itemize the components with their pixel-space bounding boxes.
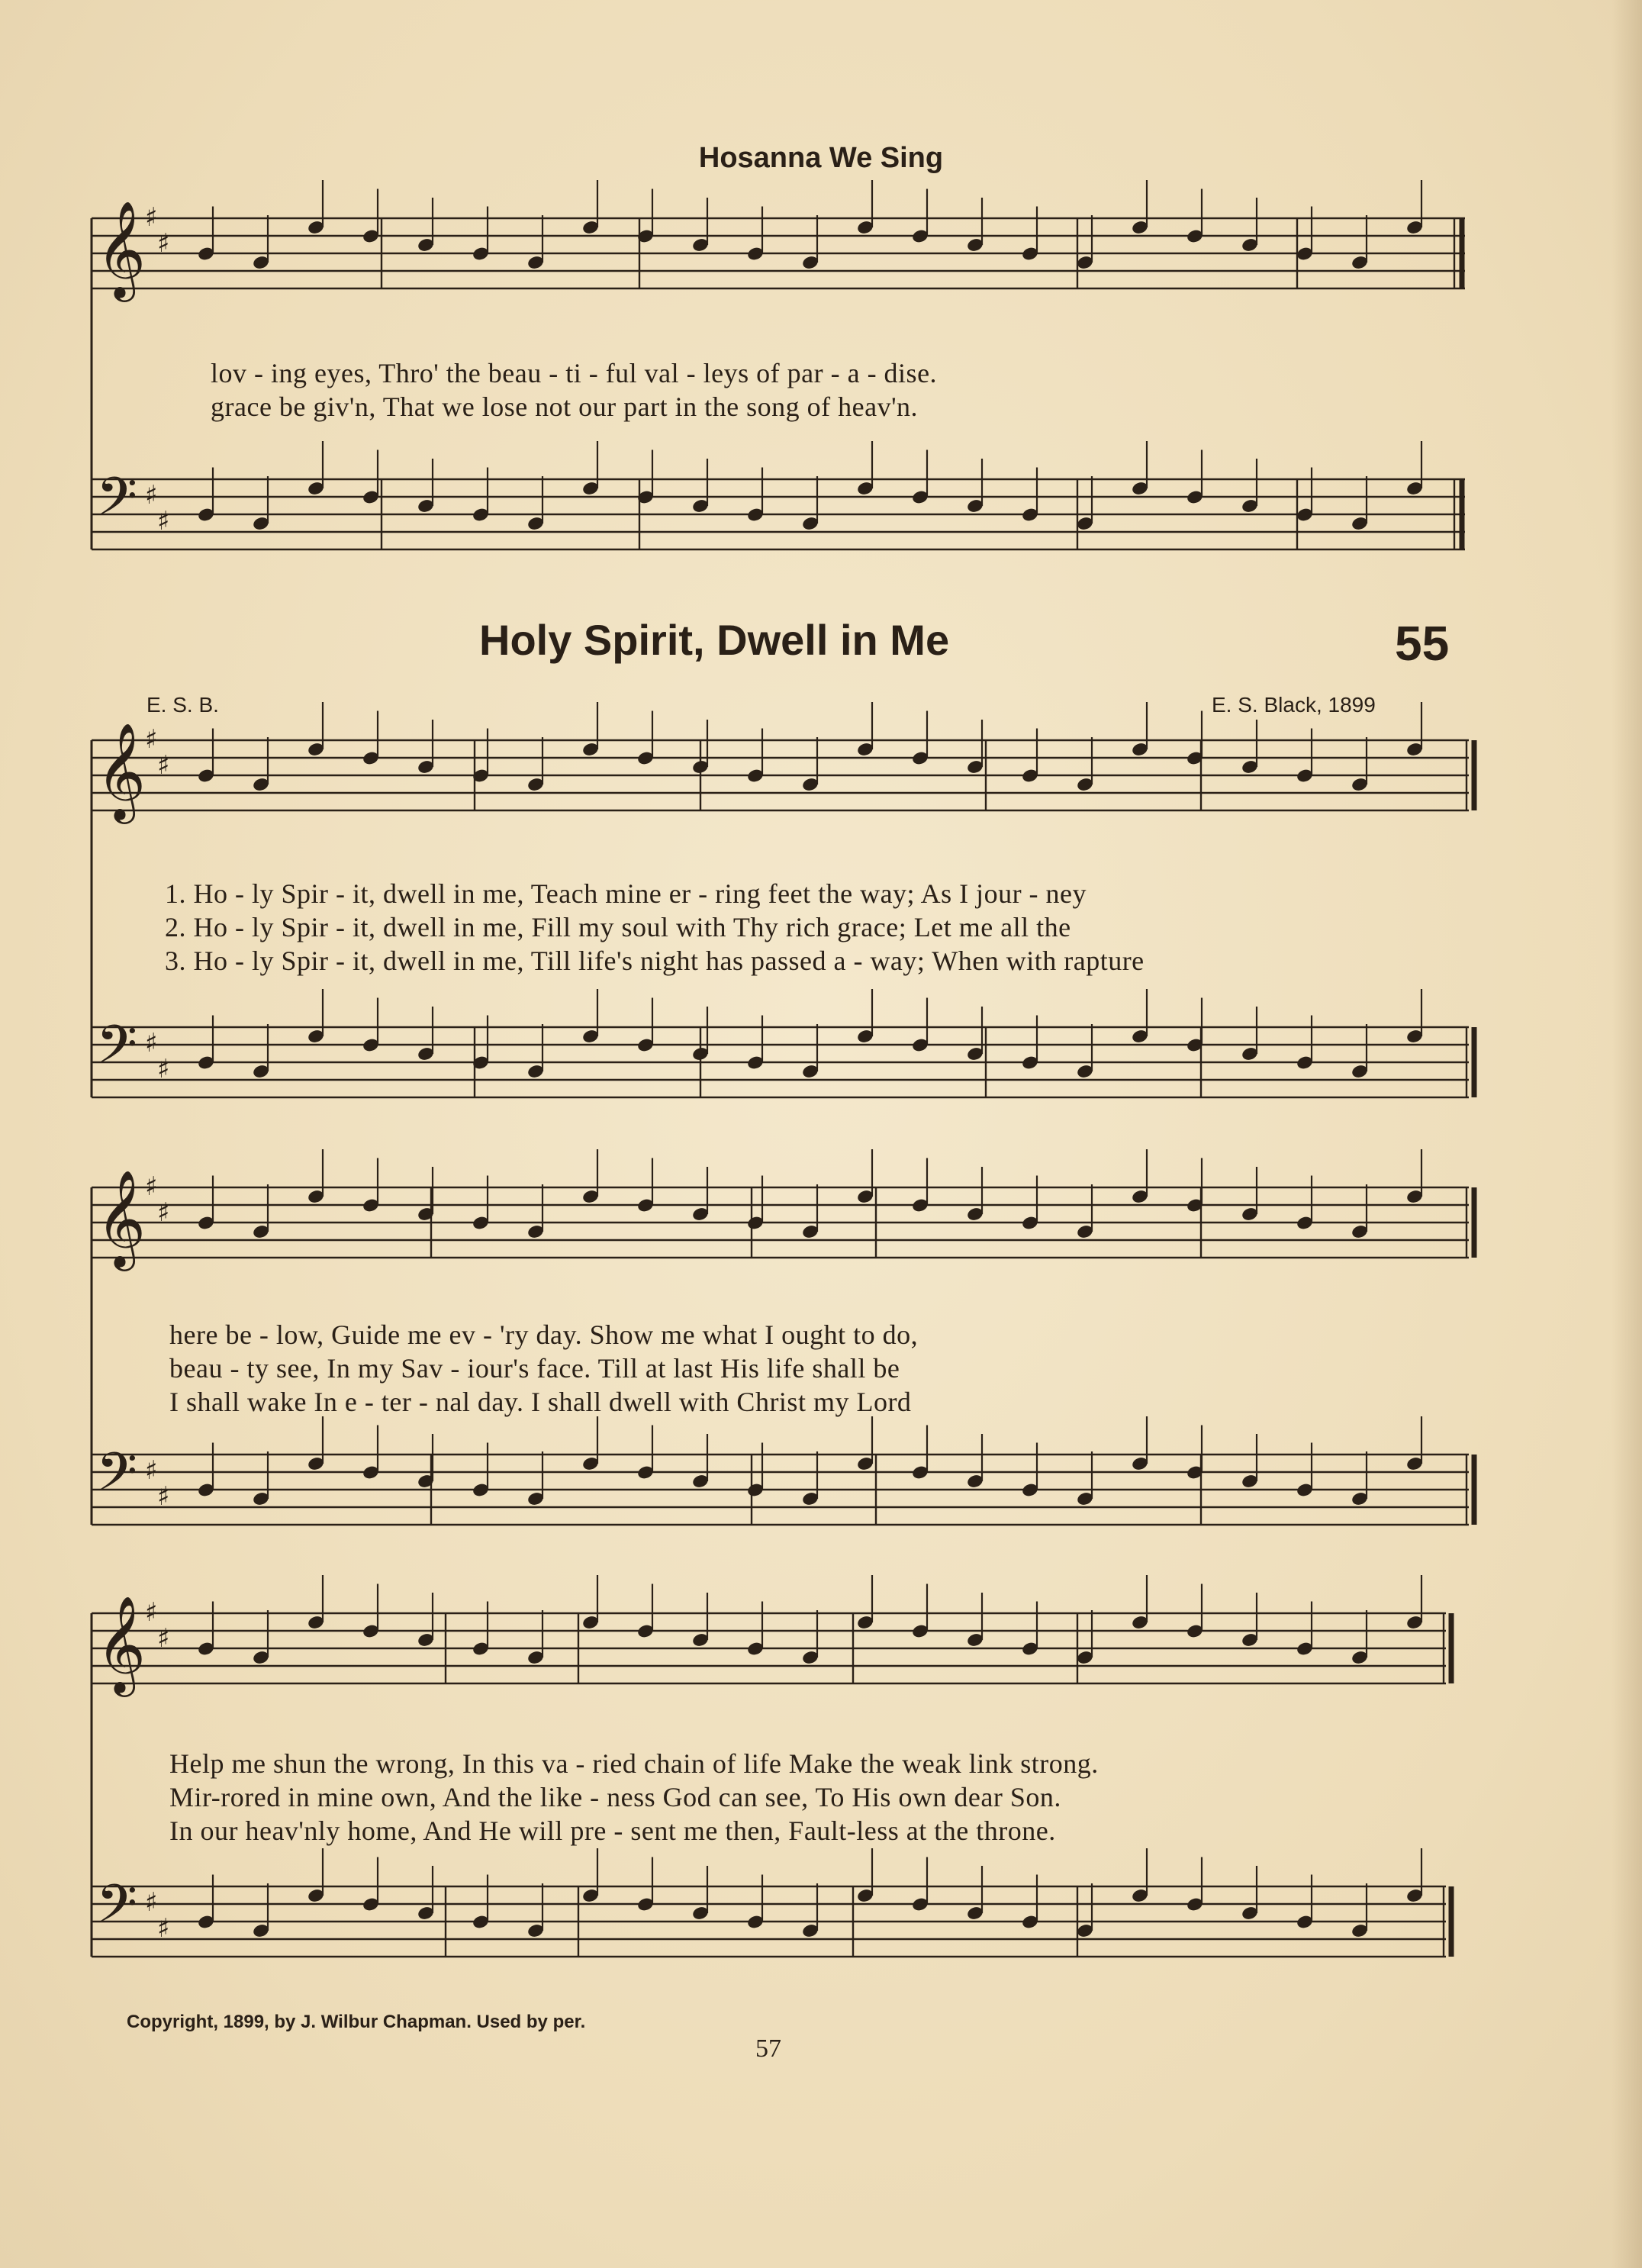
sharp-icon: ♯: [157, 1054, 170, 1084]
verse-line: Mir-rored in mine own, And the like - ness God can see, To His own dear Son.: [169, 1782, 1061, 1812]
sharp-icon: ♯: [145, 480, 158, 511]
sharp-icon: ♯: [145, 1887, 158, 1918]
verse-line: 3. Ho - ly Spir - it, dwell in me, Till life's night has passed a - way; When with rapture: [165, 946, 1145, 976]
sharp-icon: ♯: [145, 1028, 158, 1058]
bass-clef: 𝄢: [96, 1013, 138, 1088]
treble-clef: 𝄞: [96, 722, 146, 820]
treble-clef: 𝄞: [96, 200, 146, 298]
verse-line: Help me shun the wrong, In this va - ried chain of life Make the weak link strong.: [169, 1748, 1099, 1779]
sharp-icon: ♯: [157, 506, 170, 536]
sharp-icon: ♯: [145, 724, 158, 755]
verse-line: beau - ty see, In my Sav - iour's face. Till at last His life shall be: [169, 1353, 900, 1384]
verse-line: In our heav'nly home, And He will pre - sent me then, Fault-less at the throne.: [169, 1815, 1056, 1846]
previous-hymn-lyric-line: grace be giv'n, That we lose not our part in the song of heav'n.: [211, 391, 919, 422]
sharp-icon: ♯: [145, 202, 158, 233]
page-number: 57: [755, 2034, 781, 2063]
music-credit: E. S. Black, 1899: [1212, 693, 1376, 717]
sharp-icon: ♯: [145, 1597, 158, 1628]
verse-line: here be - low, Guide me ev - 'ry day. Show me what I ought to do,: [169, 1319, 919, 1350]
verse-line: 1. Ho - ly Spir - it, dwell in me, Teach mine er - ring feet the way; As I jour - ney: [165, 878, 1087, 909]
sharp-icon: ♯: [157, 1623, 170, 1654]
sharp-icon: ♯: [157, 1913, 170, 1944]
treble-clef: 𝄞: [96, 1169, 146, 1267]
sharp-icon: ♯: [157, 750, 170, 781]
bass-clef: 𝄢: [96, 466, 138, 540]
words-credit: E. S. B.: [146, 693, 219, 717]
bass-clef: 𝄢: [96, 1441, 138, 1516]
verse-line: 2. Ho - ly Spir - it, dwell in me, Fill my soul with Thy rich grace; Let me all the: [165, 912, 1071, 942]
sharp-icon: ♯: [157, 1197, 170, 1228]
sharp-icon: ♯: [157, 1481, 170, 1512]
sharp-icon: ♯: [145, 1455, 158, 1486]
sharp-icon: ♯: [145, 1171, 158, 1202]
hymn-number: 55: [1395, 616, 1450, 671]
copyright-notice: Copyright, 1899, by J. Wilbur Chapman. Used by per.: [127, 2012, 586, 2032]
bass-clef: 𝄢: [96, 1873, 138, 1947]
hymn-title: Holy Spirit, Dwell in Me: [479, 616, 950, 664]
running-title: Hosanna We Sing: [698, 142, 944, 174]
verse-line: I shall wake In e - ter - nal day. I shall dwell with Christ my Lord: [169, 1387, 912, 1417]
sharp-icon: ♯: [157, 228, 170, 259]
previous-hymn-lyric-line: lov - ing eyes, Thro' the beau - ti - ful val - leys of par - a - dise.: [211, 358, 938, 388]
treble-clef: 𝄞: [96, 1595, 146, 1693]
